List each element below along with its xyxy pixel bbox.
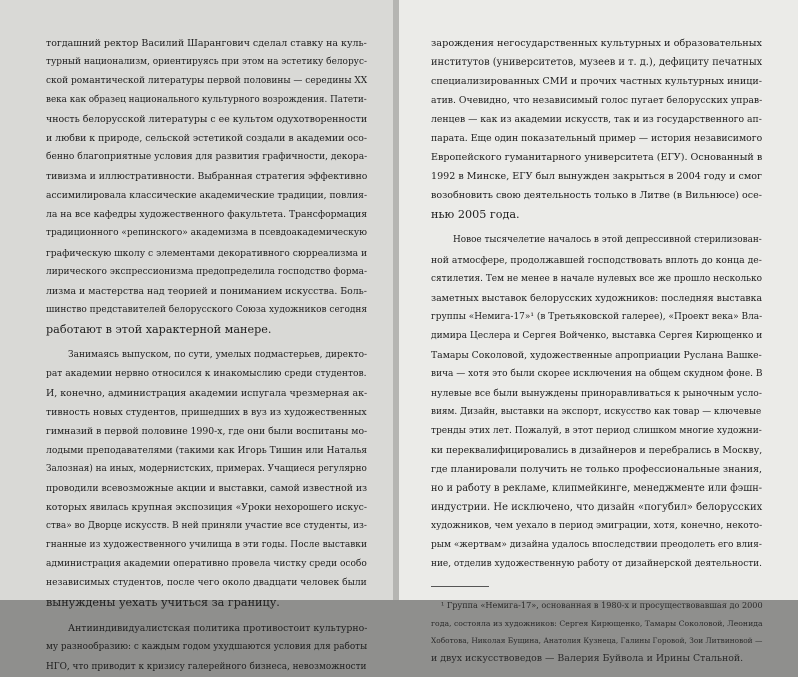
text-line: чность белорусской литературы с ее культом одухотворенности [46,114,368,126]
text-line: художников, чем уехало в период эмиграции, хотя, конечно, некото- [431,521,763,532]
text-line: вича — хотя это были скорее исключения на общем скудном фоне. В [431,368,763,379]
text-line: бенно благоприятные условия для развития графичности, декора- [46,152,368,163]
text-line: ленцев — как из академии искусств, так и из государственного ап- [431,114,762,126]
text-line: Европейского гуманитарного университета (ЕГУ). Основанный в [431,152,763,164]
text-line: ассимилировала классические академические традиции, повлия- [46,190,368,202]
footnote-line: и двух искусствоведов — Валерия Буйвола и Ирины Стальной. [431,652,744,664]
text-line: ной атмосфере, продолжавшей господствовать вплоть до конца де- [431,254,762,266]
text-line: институтов (университетов, музеев и т. д.), дефициту печатных [431,57,763,69]
right-paragraph-1 [431,34,762,224]
text-line: Новое тысячелетие началось в этой депрессивной стерилизован- [453,235,762,246]
text-line: ства» во Дворце искусств. В ней приняли участие все студенты, из- [46,521,367,532]
text-line: ской романтической литературы первой половины — середины XX [46,76,368,87]
text-line: лодыми преподавателями (такими как Игорь Тишин или Наталья [46,444,368,456]
text-line: Занимаясь выпуском, по сути, умелых подмастерьев, директо- [68,349,368,360]
text-line: лирического экспрессионизма предопределила господство форма- [46,266,368,277]
text-line: НГО, что приводит к кризису галерейного бизнеса, невозможности [46,661,367,672]
text-line: ки переквалифицировались в дизайнеров и перебрались в Москву, [431,444,763,456]
text-line: гнанные из художественного училища в эти годы. После выставки [46,540,367,551]
right-paragraph-2 [431,231,762,574]
text-line: турный национализм, ориентируясь при этом на эстетику белорус- [46,57,367,68]
text-line: администрация академии оперативно провела чистку среди особо [46,559,367,570]
text-line: гимназий в первой половине 1990-х, где они были воспитаны мо- [46,425,368,437]
footnote-divider [431,586,489,587]
text-line: ние, отделив художественную работу от дизайнерской деятельности. [431,559,762,570]
text-line: зарождения негосударственных культурных и образовательных [431,38,763,49]
text-line: лизма и мастерства над теорией и пониманием искусства. Боль- [46,285,367,297]
left-paragraph-3 [46,619,367,676]
text-line: специализированных СМИ и прочих частных культурных иници- [431,76,762,88]
text-line: которых явилась крупная экспозиция «Уроки нехорошего искус- [46,502,367,514]
text-line: графическую школу с элементами декоративного сюрреализма и [46,247,368,259]
text-line: тивность новых студентов, пришедших в вуз из художественных [46,406,367,418]
text-line: нулевые все были вынуждены приноравливаться к рыночным усло- [431,387,762,399]
text-line: шинство представителей белорусского Союза художников сегодня [46,304,368,315]
text-line: вынуждены уехать учиться за границу. [46,596,280,610]
text-line: возобновить свою деятельность только в Литве (в Вильнюсе) осе- [431,190,762,202]
text-line: группы «Немига-17»¹ (в Третьяковской галерее), «Проект века» Вла- [431,311,763,322]
text-line: Антииндивидуалистская политика противостоит культурно- [68,623,368,635]
text-line: традиционного «репинского» академизма в псевдоакадемическую [46,228,367,239]
text-line: нью 2005 года. [431,208,520,222]
footnote [431,597,762,667]
text-line: димира Цеслера и Сергея Войченко, выставка Сергея Кирющенко и [431,330,763,341]
text-line: индустрии. Не исключено, что дизайн «погубил» белорусских [431,502,763,514]
footnote-line: ¹ Группа «Немига-17», основанная в 1980-х и просуществовавшая до 2000 [441,600,763,611]
left-paragraph-1 [46,34,367,339]
text-line: и любви к природе, сельской эстетикой создали в академии осо- [46,133,368,145]
text-line: тивизма и иллюстративности. Выбранная стратегия эффективно [46,171,368,183]
footnote-line: года, состояла из художников: Сергея Кирющенко, Тамары Соколовой, Леонида [431,618,763,628]
text-line: ла на все кафедры художественного факультета. Трансформация [46,209,368,221]
text-line: тогдашний ректор Василий Шарангович сделал ставку на куль- [46,38,367,49]
text-line: тренды этих лет. Пожалуй, в этот период слишком многие художни- [431,425,762,436]
right-page [399,0,798,664]
text-line: где планировали получить не только профессиональные знания, [431,464,763,476]
text-line: виям. Дизайн, выставки на экспорт, искусство как товар — ключевые [431,406,762,417]
text-line: независимых студентов, после чего около двадцати человек были [46,578,367,589]
text-line: работают в этой характерной манере. [46,322,272,336]
text-line: атив. Очевидно, что независимый голос пугает белорусских управ- [431,95,763,107]
text-line: Тамары Соколовой, художественные апроприации Руслана Вашке- [431,349,762,361]
left-paragraph-2 [46,346,367,613]
text-line: века как образец национального культурного возрождения. Патети- [46,95,367,106]
text-line: но и работу в рекламе, клипмейкинге, менеджменте или фэшн- [431,483,763,495]
text-line: 1992 в Минске, ЕГУ был вынужден закрыться в 2004 году и смог [431,171,763,183]
left-page [0,0,393,672]
text-line: И, конечно, администрация академии испугала чрезмерная ак- [46,387,368,399]
text-line: рат академии нервно относился к инакомыслию среди студентов. [46,368,367,379]
text-line: парата. Еще один показательный пример — история независимого [431,133,763,145]
text-line: Залозная) на иных, модернистских, примерах. Учащиеся регулярно [46,464,367,475]
text-line: сятилетия. Тем не менее в начале нулевых все же прошло несколько [431,273,762,284]
text-line: проводили всевозможные акции и выставки, самой известной из [46,483,368,495]
text-line: заметных выставок белорусских художников: последняя выставка [431,292,763,304]
footnote-line: Хоботова, Николая Бущина, Анатолия Кузнеца, Галины Горовой, Зои Литвиновой — [431,636,763,646]
text-line: му разнообразию: с каждым годом ухудшаются условия для работы [46,642,368,653]
text-line: рым «жертвам» дизайна удалось впоследствии преодолеть его влия- [431,540,762,551]
